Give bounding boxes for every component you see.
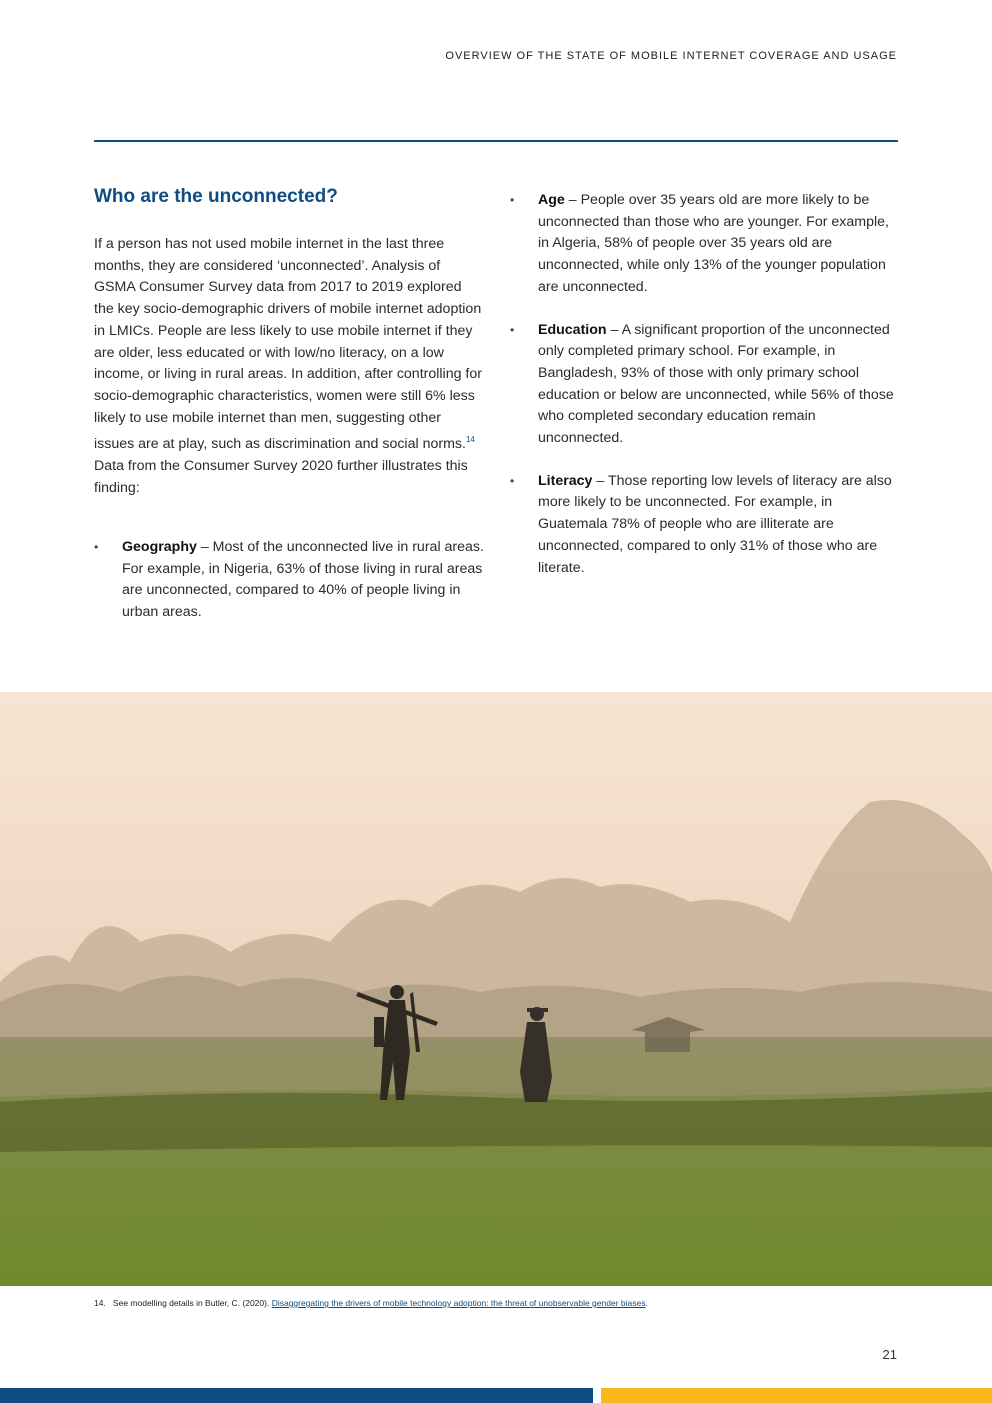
running-header: OVERVIEW OF THE STATE OF MOBILE INTERNET COVERAGE AND USAGE bbox=[445, 50, 897, 62]
bullet-icon: • bbox=[510, 473, 515, 488]
footer-bar-blue bbox=[0, 1388, 593, 1403]
bullet-icon: • bbox=[510, 322, 515, 337]
intro-tail: Data from the Consumer Survey 2020 further illustrates this finding: bbox=[94, 458, 468, 496]
bullet-icon: • bbox=[510, 193, 515, 207]
bullet-label: Education bbox=[538, 321, 607, 338]
footnote bbox=[94, 1298, 648, 1308]
footer-bar-yellow bbox=[601, 1388, 992, 1403]
rural-field-photo bbox=[0, 692, 992, 1286]
bullet-item-geography bbox=[94, 537, 484, 624]
bullet-label: Geography bbox=[122, 539, 197, 555]
bullet-item-age bbox=[510, 190, 902, 299]
bullet-item-education bbox=[510, 320, 902, 450]
footnote-reference[interactable]: 14 bbox=[465, 435, 475, 445]
intro-text: If a person has not used mobile internet in the last three months, they are considered ‘unconnected’. Analysis of GSMA Consumer Survey data from 2017 to 2019 explored the key socio-demographic drivers of mobile internet adoption in LMICs. People are less likely to use mobile internet if they are older, less educated or with low/no literacy, on a low income, or living in rural areas. In addition, after controlling for socio-demographic characteristics, women were still 6% less likely to use mobile internet than men, suggesting other issues are at play, such as discrimination and social norms. bbox=[94, 236, 482, 453]
right-bullet-list bbox=[510, 190, 902, 600]
footnote-end: . bbox=[645, 1298, 648, 1308]
footnote-link[interactable]: Disaggregating the drivers of mobile technology adoption: the threat of unobservable gender biases bbox=[271, 1298, 646, 1308]
section-title: Who are the unconnected? bbox=[94, 186, 338, 207]
header-divider bbox=[94, 140, 898, 142]
bullet-icon: • bbox=[94, 540, 99, 554]
bullet-text: – People over 35 years old are more likely to be unconnected than those who are younger. For example, in Algeria, 58% of people over 35 years old are unconnected, while only 13% of the younger population are unconnected. bbox=[538, 192, 889, 295]
bullet-label: Age bbox=[538, 192, 565, 208]
bullet-text: – Most of the unconnected live in rural areas. For example, in Nigeria, 63% of those living in rural areas are unconnected, compared to 40% of people living in urban areas. bbox=[122, 539, 484, 621]
bullet-label: Literacy bbox=[538, 472, 593, 489]
left-bullet-list bbox=[94, 537, 484, 645]
bullet-text: – A significant proportion of the unconnected only completed primary school. For example, in Bangladesh, 93% of those with only primary school education or below are unconnected, while 56% of those who completed secondary education remain unconnected. bbox=[538, 321, 894, 447]
footnote-text: See modelling details in Butler, C. (2020). bbox=[112, 1298, 272, 1308]
intro-paragraph bbox=[94, 234, 484, 499]
page-number: 21 bbox=[882, 1347, 897, 1362]
bullet-item-literacy bbox=[510, 471, 902, 580]
bullet-text: – Those reporting low levels of literacy are also more likely to be unconnected. For example, in Guatemala 78% of people who are illiterate are unconnected, compared to only 31% of those who are literate. bbox=[538, 472, 892, 576]
footnote-number: 14. bbox=[94, 1298, 106, 1308]
